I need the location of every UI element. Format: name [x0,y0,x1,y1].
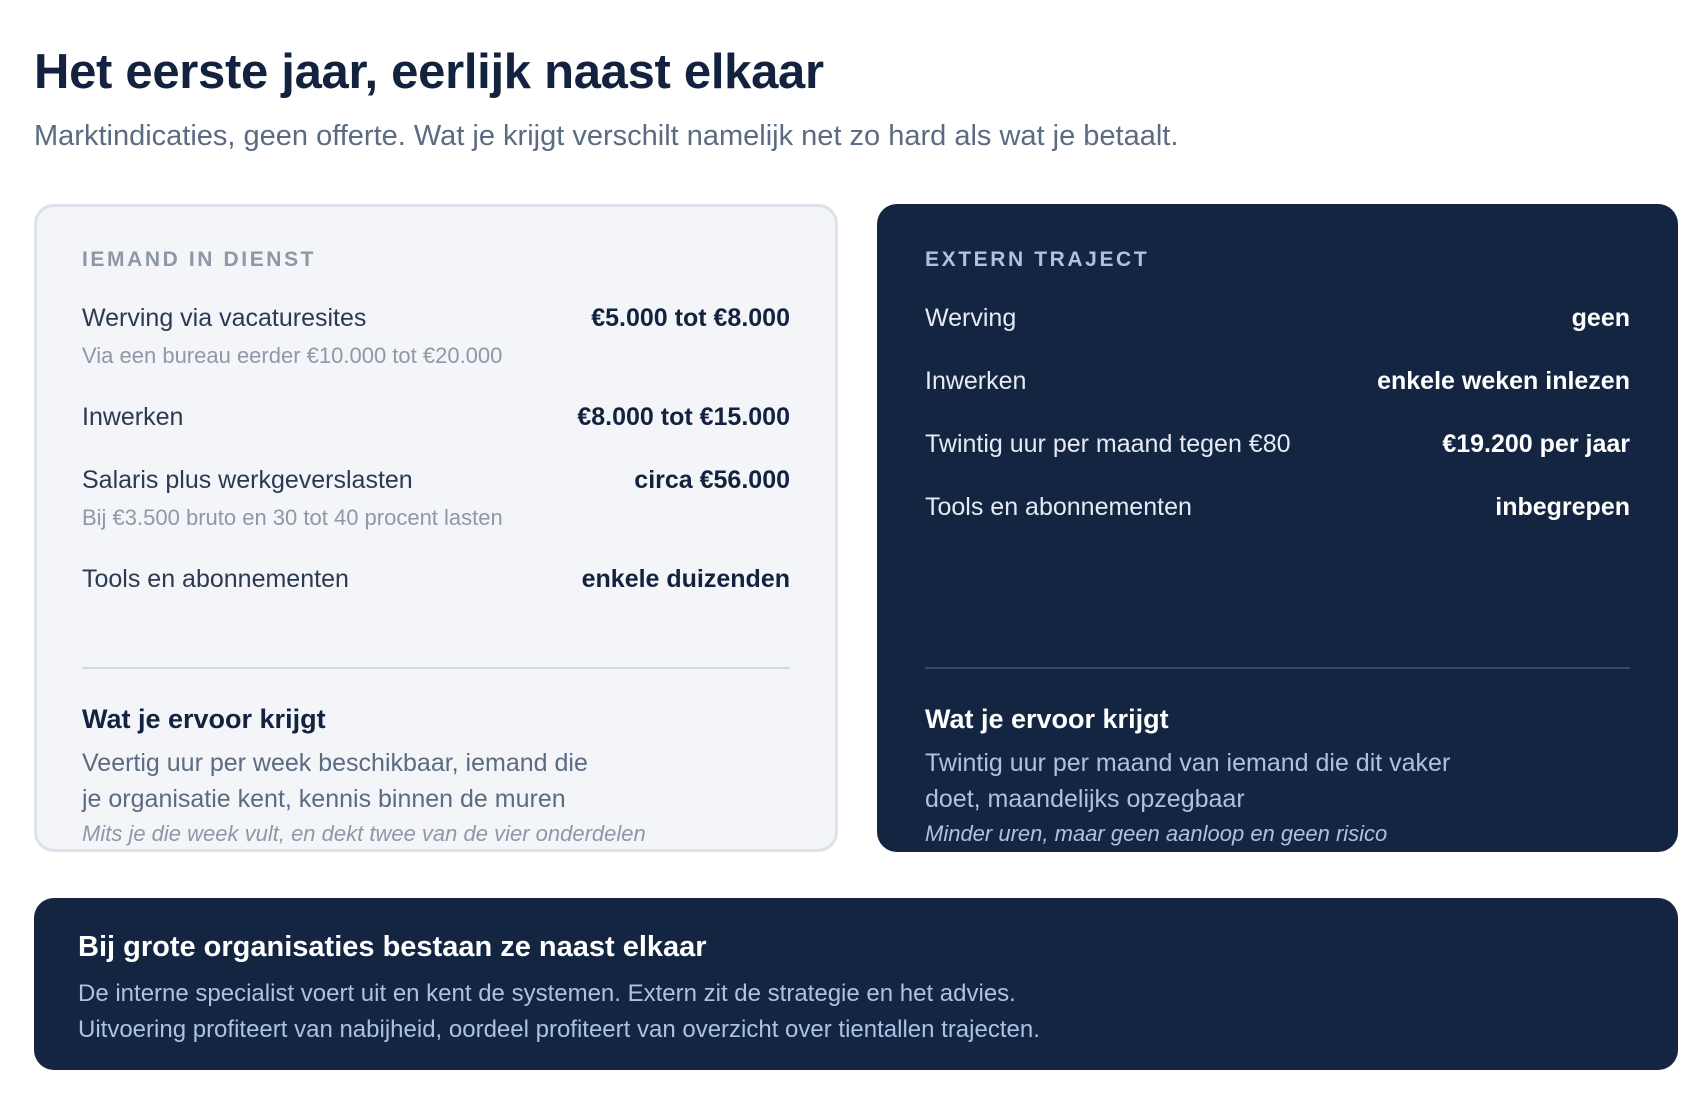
cost-row-value: €19.200 per jaar [1442,430,1630,458]
banner-line: De interne specialist voert uit en kent de systemen. Extern zit de strategie en het advies. [78,980,1016,1007]
cost-row-value: €5.000 tot €8.000 [591,304,790,332]
cost-row-note: Via een bureau eerder €10.000 tot €20.000 [82,343,503,368]
summary-banner [34,898,1678,1070]
external-cost-list [925,302,1630,667]
banner-title: Bij grote organisaties bestaan ze naast elkaar [78,931,707,963]
cost-row-value: circa €56.000 [634,466,790,494]
external-get-title: Wat je ervoor krijgt [925,704,1169,734]
divider [925,667,1630,669]
external-get-text-line: doet, maandelijks opzegbaar [925,785,1245,813]
cost-row-tools [82,563,790,596]
external-get-note: Minder uren, maar geen aanloop en geen risico [925,821,1388,846]
cost-row-salary [82,464,790,533]
page-subtitle: Marktindicaties, geen offerte. Wat je krijgt verschilt namelijk net zo hard als wat je betaalt. [34,120,1179,152]
banner-text [78,976,1634,1048]
external-get-text-line: Twintig uur per maand van iemand die dit vaker [925,749,1451,777]
cost-row-note: Bij €3.500 bruto en 30 tot 40 procent lasten [82,505,503,530]
cost-row-label: Werving [925,304,1017,332]
cost-row-label: Twintig uur per maand tegen €80 [925,430,1291,458]
comparison-cards [34,204,1678,852]
divider [82,667,790,669]
cost-row-tools [925,491,1630,524]
in-house-get-title: Wat je ervoor krijgt [82,704,326,734]
cost-row-value: €8.000 tot €15.000 [577,403,790,431]
in-house-get-text-line: Veertig uur per week beschikbaar, iemand die [82,749,588,777]
cost-row-hours [925,428,1630,461]
cost-row-value: enkele weken inlezen [1377,367,1630,395]
in-house-card [34,204,838,852]
cost-row-label: Tools en abonnementen [82,565,349,593]
cost-row-label: Werving via vacaturesites [82,304,367,332]
cost-row-label: Inwerken [925,367,1027,395]
external-card-label: EXTERN TRAJECT [925,248,1150,271]
in-house-get-note: Mits je die week vult, en dekt twee van de vier onderdelen [82,821,646,846]
in-house-cost-list [82,302,790,667]
in-house-get-text [82,745,642,817]
external-card [877,204,1678,852]
banner-line: Uitvoering profiteert van nabijheid, oordeel profiteert van overzicht over tientallen trajecten. [78,1016,1040,1043]
in-house-get-text-line: je organisatie kent, kennis binnen de muren [82,785,566,813]
cost-row-label: Salaris plus werkgeverslasten [82,466,413,494]
cost-row-recruitment [925,302,1630,335]
cost-row-label: Tools en abonnementen [925,493,1192,521]
cost-row-onboarding [925,365,1630,398]
cost-row-recruitment [82,302,790,371]
external-get-text [925,745,1485,817]
cost-row-value: geen [1571,304,1630,332]
in-house-card-label: IEMAND IN DIENST [82,248,317,271]
cost-row-value: enkele duizenden [581,565,790,593]
cost-row-value: inbegrepen [1495,493,1630,521]
cost-row-label: Inwerken [82,403,184,431]
page-title: Het eerste jaar, eerlijk naast elkaar [34,45,824,99]
cost-row-onboarding [82,401,790,434]
